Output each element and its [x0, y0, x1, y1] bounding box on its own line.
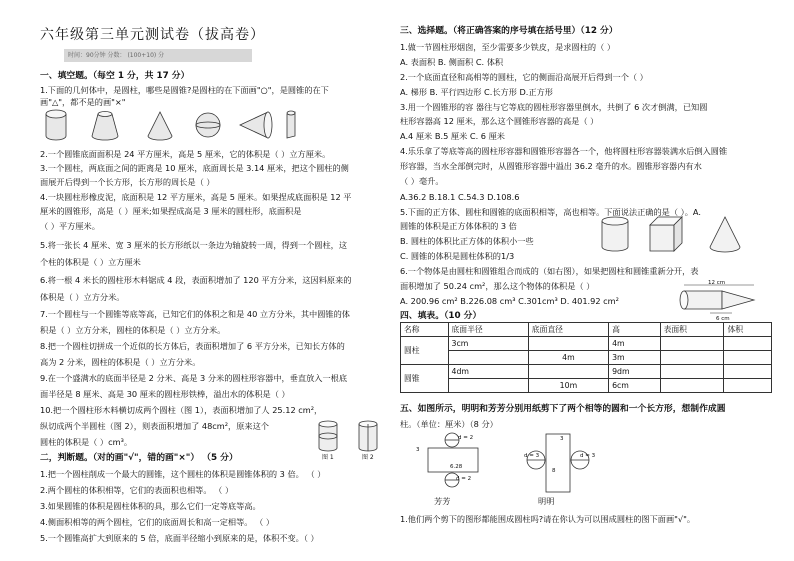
question-line: 面积增加了 50.24 cm²，那么这个物体的体积是（ ） — [400, 281, 595, 291]
table-row — [401, 337, 772, 351]
question-line: 3.用一个圆锥形的容 器往与它等底的圆柱形容器里倒水，共倒了 6 次才倒满，已知圆 — [400, 102, 708, 112]
question-line: 柱形容器高 12 厘米，那么这个圆锥形容器的高是（ ） — [400, 116, 599, 126]
fangfang-height: 3 — [416, 447, 420, 453]
question-line: 面半径是 8 厘米、高是 30 厘米的圆柱形铁棒，溢出水的体积是（ ） — [40, 389, 290, 399]
table-cell: 3m — [609, 351, 661, 365]
table-cell: 9dm — [609, 365, 661, 379]
question-line: 1.做一节圆柱形烟囱，至少需要多少铁皮，是求圆柱的（ ） — [400, 42, 616, 52]
table-cell — [448, 379, 528, 393]
table-row — [401, 365, 772, 379]
question-line: 6.一个物体是由圆柱和圆锥组合而成的（如右图），如果把圆柱和圆锥重新分开，表 — [400, 266, 699, 276]
question-line: 6.将一根 4 米长的圆柱形木料锯成 4 段，表面积增加了 120 平方分米，这因料原来的 — [40, 275, 352, 285]
mingming-diameter-2: d = 3 — [580, 453, 596, 459]
question-line: 7.一个圆柱与一个圆锥等底等高，已知它们的体积之和是 40 立方分米，其中圆锥的体 — [40, 309, 350, 319]
table-cell: 4m — [609, 337, 661, 351]
question-line: 5.下面的正方体、圆柱和圆锥的底面积相等，高也相等。下面说法正确的是（ ）。A. — [400, 207, 701, 217]
mingming-height: 3 — [560, 436, 564, 442]
question-line: 柱。（单位：厘米）（8 分） — [400, 419, 498, 429]
question-line: A.4 厘米 B.5 厘米 C. 6 厘米 — [400, 131, 505, 141]
question-line: （ ）平方厘米。 — [40, 221, 100, 231]
table-header-cell: 底面半径 — [448, 323, 528, 337]
question-line: 高为 2 分米，圆柱的体积是（ ）立方分米。 — [40, 357, 201, 367]
question-line: 4.乐乐拿了等底等高的圆柱形容器和圆锥形容器各一个，他将圆柱形容器装满水后倒入圆锥 — [400, 146, 728, 156]
question-line: 面展开后得到一个长方形，长方形的周长是（ ） — [40, 177, 215, 187]
section-fill-blank: 一、填空题。（每空 1 分，共 17 分） — [40, 71, 190, 81]
table-cell — [724, 337, 772, 351]
question-line: 9.在一个盛满水的底面半径是 2 分米、高是 3 分米的圆柱形容器中，垂直放入一根底 — [40, 373, 348, 383]
cylinder-cube-cone-figure — [600, 213, 770, 255]
exam-info: 时间：90分钟 分数： (100+10) 分 — [64, 49, 252, 62]
table-cell: 圆柱 — [401, 337, 449, 365]
table-cell — [724, 365, 772, 379]
fill-table — [400, 322, 772, 393]
fangfang-circumference: 6.28 — [450, 464, 463, 470]
question-line: A.36.2 B.18.1 C.54.3 D.108.6 — [400, 192, 520, 202]
table-cell: 圆锥 — [401, 365, 449, 393]
table-header-cell: 表面积 — [660, 323, 724, 337]
left-column — [40, 0, 392, 561]
table-header-cell: 体积 — [724, 323, 772, 337]
table-header-cell: 高 — [609, 323, 661, 337]
question-line: 4.一块圆柱形橡皮泥，底面积是 12 平方厘米，高是 5 厘米。如果捏成底面积是 12 平 — [40, 192, 352, 202]
question-line: 圆柱的体积是（ ）cm³。 — [40, 437, 133, 447]
question-line: 3.一个圆柱，两底面之间的距离是 10 厘米，底面周长是 3.14 厘米，把这个圆柱的侧 — [40, 163, 349, 173]
fangfang-label: 芳芳 — [434, 496, 451, 506]
question-line: 1.下面的几何体中，是圆柱，哪些是圆锥?是圆柱的在下面画"○"，是圆锥的在下 — [40, 85, 329, 95]
question-line: 1.他们两个剪下的图形都能围成圆柱吗?请在你认为可以围成圆柱的图下面画"√"。 — [400, 514, 696, 524]
table-cell: 6cm — [609, 379, 661, 393]
page-title: 六年级第三单元测试卷（拔高卷） — [40, 27, 265, 43]
section-fill-table: 四、填表。（10 分） — [400, 311, 482, 321]
question-line: 10.把一个圆柱形木料横切成两个圆柱（图 1），表面积增加了人 25.12 cm²， — [40, 405, 323, 415]
question-line: （ ）毫升。 — [400, 176, 444, 186]
fangfang-diameter-2: d = 2 — [456, 476, 472, 482]
table-row — [401, 351, 772, 365]
mingming-length: 8 — [552, 468, 556, 474]
table-cell: 3cm — [448, 337, 528, 351]
figure-1-label: 图 1 — [322, 454, 334, 461]
table-row — [401, 379, 772, 393]
mingming-label: 明明 — [538, 496, 555, 506]
table-cell — [660, 379, 724, 393]
table-cell — [724, 351, 772, 365]
question-line: 积是（ ）立方分米，圆柱的体积是（ ）立方分米。 — [40, 325, 226, 335]
question-line: C. 圆锥的体积是圆柱体积的1/3 — [400, 251, 515, 261]
question-line: 5.将一张长 4 厘米、宽 3 厘米的长方形纸以一条边为轴旋转一周，得到一个圆柱，这 — [40, 240, 348, 250]
fangfang-diameter: d = 2 — [458, 435, 474, 441]
table-cell: 4m — [528, 351, 608, 365]
question-line: 纵切成两个半圆柱（图 2），则表面积增加了 48cm²，原来这个 — [40, 421, 269, 431]
geometric-solids-figure — [40, 108, 300, 142]
table-cell: 10m — [528, 379, 608, 393]
question-line: 体积是（ ）立方分米。 — [40, 292, 125, 302]
question-line: 圆锥的体积是正方体体积的 3 倍 — [400, 221, 517, 231]
table-cell — [448, 351, 528, 365]
question-line: 厘米的圆锥形，高是（ ）厘米;如果捏成高是 3 厘米的圆柱形，底面积是 — [40, 206, 302, 216]
table-header-cell: 底面直径 — [528, 323, 608, 337]
table-header-cell: 名称 — [401, 323, 449, 337]
question-line: 8.把一个圆柱切拼成一个近似的长方体后，表面积增加了 6 平方分米，已知长方体的 — [40, 341, 345, 351]
question-line: B. 圆柱的体积比正方体的体积小一些 — [400, 236, 534, 246]
question-line: 5.一个圆锥高扩大到原来的 5 倍，底面半径缩小到原来的是，体积不变。（ ） — [40, 533, 319, 543]
combo-length-label: 12 cm — [708, 280, 726, 286]
table-cell — [528, 337, 608, 351]
question-line: 2.一个底面直径和高相等的圆柱，它的侧面沿高展开后得到一个（ ） — [400, 72, 648, 82]
question-line: 画"△"，都不是的画"×" — [40, 97, 126, 107]
section-figure: 五、如图所示，明明和芳芳分别用纸剪下了两个相等的圆和一个长方形，想制作成圆 — [400, 404, 726, 414]
question-line: 2.一个圆锥底面面积是 24 平方厘米，高是 5 厘米，它的体积是（ ）立方厘米。 — [40, 149, 331, 159]
table-header-row — [401, 323, 772, 337]
section-judgement: 二，判断题。（对的画"√"，错的画"×"） （5 分） — [40, 453, 238, 463]
mingming-net-figure — [518, 430, 598, 496]
question-line: 形容器，当水全部倒完时，从圆锥形容器中溢出 36.2 毫升的水。圆锥形容器内有水 — [400, 161, 702, 171]
combo-diameter-label: 6 cm — [716, 316, 730, 322]
section-choice: 三、选择题。（将正确答案的序号填在括号里）（12 分） — [400, 26, 618, 36]
question-line: A. 梯形 B. 平行四边形 C.长方形 D.正方形 — [400, 87, 553, 97]
table-cell — [528, 365, 608, 379]
figure-2-label: 图 2 — [362, 454, 374, 461]
table-cell: 4dm — [448, 365, 528, 379]
right-column — [400, 0, 772, 561]
table-cell — [660, 365, 724, 379]
question-line: A. 200.96 cm² B.226.08 cm³ C.301cm³ D. 401.92 cm² — [400, 296, 619, 306]
mingming-diameter: d = 3 — [524, 453, 540, 459]
table-cell — [724, 379, 772, 393]
table-cell — [660, 351, 724, 365]
question-line: 个柱的体积是（ ）立方厘米 — [40, 257, 141, 267]
question-line: 4.侧面积相等的两个圆柱，它们的底面周长和高一定相等。 （ ） — [40, 517, 275, 527]
table-cell — [660, 337, 724, 351]
question-line: 3.如果圆锥的体积是圆柱体积的具，那么它们一定等底等高。 — [40, 501, 261, 511]
question-line: A. 表面积 B. 侧面积 C. 体积 — [400, 57, 504, 67]
question-line: 1.把一个圆柱削成一个最大的圆锥，这个圆柱的体积是圆锥体积的 3 倍。 （ ） — [40, 469, 326, 479]
question-line: 2.两个圆柱的体积相等，它们的表面积也相等。 （ ） — [40, 485, 234, 495]
